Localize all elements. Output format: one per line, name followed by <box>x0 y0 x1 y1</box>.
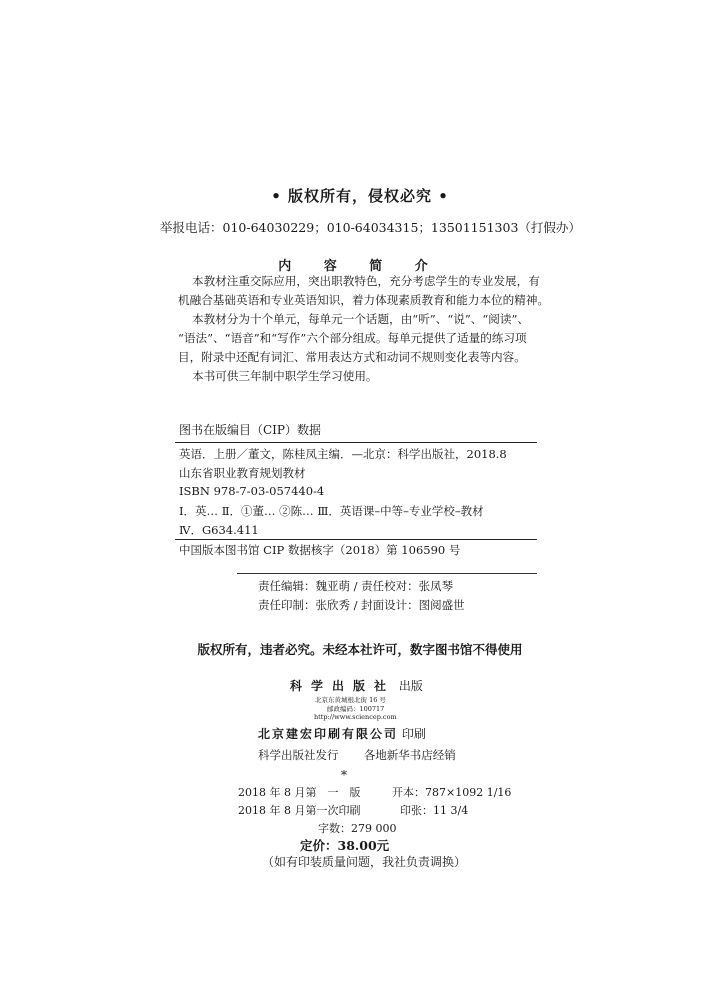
intro-line: 目，附录中还配有词汇、常用表达方式和动词不规则变化表等内容。 <box>178 350 526 364</box>
distributor: 各地新华书店经销 <box>363 748 456 762</box>
cip-middle-rule <box>175 539 537 540</box>
intro-line: 本教材注重交际应用，突出职教特色，充分考虑学生的专业发展，有 <box>192 274 540 288</box>
cip-title: 图书在版编目（CIP）数据 <box>179 423 321 437</box>
report-phone: 举报电话：010-64030229；010-64034315；13501151303（打假办） <box>160 220 581 235</box>
copyright-slogan: • 版权所有，侵权必究 • <box>271 187 449 205</box>
price-line <box>300 836 389 854</box>
cip-line: 山东省职业教育规划教材 <box>179 466 306 480</box>
printer-row <box>258 725 426 742</box>
publisher-name: 科学出版社 <box>290 679 396 693</box>
publisher-address: 北京东黄城根北街 16 号 <box>315 696 386 704</box>
intro-line: 本教材分为十个单元，每单元一个话题，由“听”、“说”、“阅读”、 <box>192 312 530 326</box>
printing: 2018 年 8 月第一次印刷 <box>238 804 361 817</box>
credit-line: 责任印制：张欣秀 / 封面设计：图阅盛世 <box>258 598 465 612</box>
cip-verification: 中国版本图书馆 CIP 数据核字（2018）第 106590 号 <box>179 543 461 557</box>
publisher-postcode: 邮政编码：100717 <box>327 705 385 713</box>
cip-line: Ⅰ．英… Ⅱ．①董… ②陈… Ⅲ．英语课–中等–专业学校–教材 <box>179 504 484 518</box>
price-label: 定价： <box>300 838 338 853</box>
publisher-suffix: 出版 <box>398 679 423 693</box>
format: 开本：787×1092 1/16 <box>392 786 512 799</box>
cip-line: Ⅳ．G634.411 <box>179 523 259 537</box>
cip-line: ISBN 978-7-03-057440-4 <box>179 484 325 498</box>
price-unit: 元 <box>376 838 390 853</box>
printer-name: 北京建宏印刷有限公司 <box>258 727 399 741</box>
publisher-row <box>290 677 423 694</box>
cip-bottom-rule <box>237 573 537 574</box>
printer-suffix: 印刷 <box>401 727 426 741</box>
credit-line: 责任编辑：魏亚萌 / 责任校对：张凤琴 <box>258 579 454 593</box>
distribution-row <box>258 747 456 763</box>
separator-star: * <box>341 768 347 782</box>
rights-notice: 版权所有，违者必究。未经本社许可，数字图书馆不得使用 <box>197 642 523 657</box>
intro-line: 机融合基础英语和专业英语知识，着力体现素质教育和能力本位的精神。 <box>178 293 550 307</box>
price-value: 38.00 <box>337 838 377 853</box>
issuer: 科学出版社发行 <box>258 748 339 762</box>
intro-line: “语法”、“语音”和“写作”六个部分组成。每单元提供了适量的练习项 <box>178 331 527 345</box>
word-count: 字数：279 000 <box>318 822 397 835</box>
edition: 2018 年 8 月第 一 版 <box>238 786 361 799</box>
intro-line: 本书可供三年制中职学生学习使用。 <box>192 369 378 383</box>
sheets: 印张：11 3/4 <box>400 804 469 817</box>
quality-note: （如有印装质量问题，我社负责调换） <box>262 855 467 869</box>
publisher-url: http://www.sciencep.com <box>314 713 397 721</box>
cip-line: 英语．上册／董文，陈桂凤主编．—北京：科学出版社，2018.8 <box>179 447 507 461</box>
intro-title: 内 容 简 介 <box>278 259 442 274</box>
cip-top-rule <box>175 442 537 443</box>
